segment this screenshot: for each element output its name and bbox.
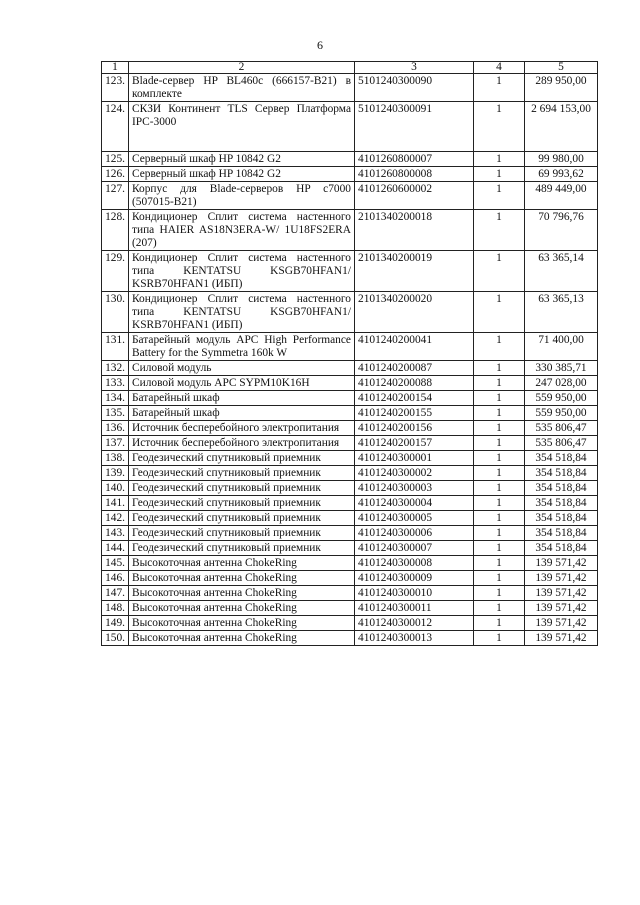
amount: 354 518,84	[525, 481, 598, 496]
quantity: 1	[474, 406, 525, 421]
col-header-code: 3	[355, 62, 474, 74]
row-number: 150.	[102, 631, 129, 646]
table-row	[102, 631, 598, 646]
item-name: Высокоточная антенна ChokeRing	[129, 616, 355, 631]
item-name: Источник бесперебойного электропитания	[129, 436, 355, 451]
quantity: 1	[474, 251, 525, 292]
amount: 354 518,84	[525, 526, 598, 541]
col-header-number: 1	[102, 62, 129, 74]
table-row	[102, 526, 598, 541]
inventory-code: 4101240300010	[355, 586, 474, 601]
quantity: 1	[474, 586, 525, 601]
item-name: Серверный шкаф HP 10842 G2	[129, 167, 355, 182]
table-row	[102, 511, 598, 526]
quantity: 1	[474, 571, 525, 586]
inventory-code: 4101240200154	[355, 391, 474, 406]
row-number: 129.	[102, 251, 129, 292]
amount: 63 365,13	[525, 292, 598, 333]
row-number: 131.	[102, 333, 129, 361]
row-number: 142.	[102, 511, 129, 526]
row-number: 147.	[102, 586, 129, 601]
row-number: 134.	[102, 391, 129, 406]
table-row	[102, 541, 598, 556]
table-row	[102, 586, 598, 601]
inventory-code: 2101340200020	[355, 292, 474, 333]
table-row	[102, 210, 598, 251]
quantity: 1	[474, 511, 525, 526]
page-number: 6	[317, 38, 323, 52]
inventory-code: 5101240300090	[355, 74, 474, 102]
table-row	[102, 406, 598, 421]
inventory-code: 4101260800008	[355, 167, 474, 182]
quantity: 1	[474, 421, 525, 436]
row-number: 132.	[102, 361, 129, 376]
quantity: 1	[474, 167, 525, 182]
row-number: 149.	[102, 616, 129, 631]
inventory-table	[101, 61, 598, 646]
amount: 139 571,42	[525, 601, 598, 616]
quantity: 1	[474, 74, 525, 102]
item-name: Высокоточная антенна ChokeRing	[129, 601, 355, 616]
item-name: Геодезический спутниковый приемник	[129, 541, 355, 556]
inventory-code: 2101340200019	[355, 251, 474, 292]
amount: 559 950,00	[525, 391, 598, 406]
amount: 535 806,47	[525, 421, 598, 436]
inventory-code: 4101240300003	[355, 481, 474, 496]
amount: 330 385,71	[525, 361, 598, 376]
amount: 535 806,47	[525, 436, 598, 451]
quantity: 1	[474, 601, 525, 616]
table-row	[102, 421, 598, 436]
amount: 354 518,84	[525, 511, 598, 526]
inventory-code: 4101240300006	[355, 526, 474, 541]
row-number: 128.	[102, 210, 129, 251]
amount: 289 950,00	[525, 74, 598, 102]
inventory-code: 4101240200155	[355, 406, 474, 421]
table-row	[102, 616, 598, 631]
inventory-code: 4101240300007	[355, 541, 474, 556]
item-name: Кондиционер Сплит система настенного типа KENTATSU KSGB70HFAN1/ KSRB70HFAN1 (ИБП)	[129, 251, 355, 292]
inventory-code: 4101240200087	[355, 361, 474, 376]
row-number: 137.	[102, 436, 129, 451]
row-number: 148.	[102, 601, 129, 616]
table-row	[102, 251, 598, 292]
row-number: 139.	[102, 466, 129, 481]
item-name: Высокоточная антенна ChokeRing	[129, 631, 355, 646]
item-name: Батарейный шкаф	[129, 406, 355, 421]
amount: 139 571,42	[525, 616, 598, 631]
amount: 70 796,76	[525, 210, 598, 251]
row-number: 136.	[102, 421, 129, 436]
item-name: Геодезический спутниковый приемник	[129, 451, 355, 466]
row-number: 145.	[102, 556, 129, 571]
row-number: 127.	[102, 182, 129, 210]
row-number: 133.	[102, 376, 129, 391]
inventory-code: 4101240300012	[355, 616, 474, 631]
inventory-code: 4101240200157	[355, 436, 474, 451]
quantity: 1	[474, 556, 525, 571]
quantity: 1	[474, 541, 525, 556]
inventory-code: 4101240300001	[355, 451, 474, 466]
item-name: Высокоточная антенна ChokeRing	[129, 571, 355, 586]
quantity: 1	[474, 210, 525, 251]
inventory-code: 4101240300002	[355, 466, 474, 481]
table-row	[102, 601, 598, 616]
table-row	[102, 376, 598, 391]
quantity: 1	[474, 292, 525, 333]
table-row	[102, 292, 598, 333]
table-row	[102, 556, 598, 571]
inventory-code: 4101240300011	[355, 601, 474, 616]
inventory-code: 5101240300091	[355, 102, 474, 152]
item-name: Геодезический спутниковый приемник	[129, 526, 355, 541]
row-number: 146.	[102, 571, 129, 586]
amount: 354 518,84	[525, 466, 598, 481]
item-name: Кондиционер Сплит система настенного типа HAIER AS18N3ERA-W/ 1U18FS2ERA (207)	[129, 210, 355, 251]
inventory-code: 4101240200156	[355, 421, 474, 436]
inventory-code: 4101240200041	[355, 333, 474, 361]
quantity: 1	[474, 376, 525, 391]
item-name: Высокоточная антенна ChokeRing	[129, 586, 355, 601]
amount: 559 950,00	[525, 406, 598, 421]
quantity: 1	[474, 436, 525, 451]
quantity: 1	[474, 616, 525, 631]
row-number: 141.	[102, 496, 129, 511]
col-header-sum: 5	[525, 62, 598, 74]
amount: 247 028,00	[525, 376, 598, 391]
table-row	[102, 571, 598, 586]
amount: 354 518,84	[525, 541, 598, 556]
row-number: 125.	[102, 152, 129, 167]
item-name: Геодезический спутниковый приемник	[129, 466, 355, 481]
quantity: 1	[474, 631, 525, 646]
amount: 69 993,62	[525, 167, 598, 182]
table-row	[102, 167, 598, 182]
amount: 139 571,42	[525, 631, 598, 646]
amount: 71 400,00	[525, 333, 598, 361]
amount: 99 980,00	[525, 152, 598, 167]
row-number: 140.	[102, 481, 129, 496]
inventory-code: 4101240300009	[355, 571, 474, 586]
inventory-code: 4101240300005	[355, 511, 474, 526]
table-row	[102, 361, 598, 376]
row-number: 126.	[102, 167, 129, 182]
amount: 489 449,00	[525, 182, 598, 210]
quantity: 1	[474, 182, 525, 210]
inventory-code: 2101340200018	[355, 210, 474, 251]
item-name: Силовой модуль APC SYPM10K16H	[129, 376, 355, 391]
inventory-code: 4101240300004	[355, 496, 474, 511]
table-row	[102, 333, 598, 361]
item-name: Серверный шкаф HP 10842 G2	[129, 152, 355, 167]
header-row	[102, 62, 598, 74]
quantity: 1	[474, 451, 525, 466]
quantity: 1	[474, 481, 525, 496]
item-name: Силовой модуль	[129, 361, 355, 376]
quantity: 1	[474, 391, 525, 406]
item-name: СКЗИ Континент TLS Сервер Платформа IPC-3000	[129, 102, 355, 152]
quantity: 1	[474, 466, 525, 481]
amount: 63 365,14	[525, 251, 598, 292]
inventory-code: 4101240200088	[355, 376, 474, 391]
item-name: Батарейный шкаф	[129, 391, 355, 406]
row-number: 138.	[102, 451, 129, 466]
quantity: 1	[474, 526, 525, 541]
quantity: 1	[474, 333, 525, 361]
inventory-code: 4101260800007	[355, 152, 474, 167]
row-number: 135.	[102, 406, 129, 421]
table-row	[102, 182, 598, 210]
table-row	[102, 466, 598, 481]
amount: 2 694 153,00	[525, 102, 598, 152]
table-row	[102, 74, 598, 102]
item-name: Геодезический спутниковый приемник	[129, 496, 355, 511]
inventory-code: 4101240300013	[355, 631, 474, 646]
item-name: Геодезический спутниковый приемник	[129, 481, 355, 496]
table-body	[102, 74, 598, 646]
amount: 354 518,84	[525, 451, 598, 466]
col-header-quantity: 4	[474, 62, 525, 74]
table-row	[102, 436, 598, 451]
table-row	[102, 451, 598, 466]
table-row	[102, 102, 598, 152]
item-name: Батарейный модуль APC High Performance Battery for the Symmetra 160k W	[129, 333, 355, 361]
table-row	[102, 496, 598, 511]
inventory-code: 4101240300008	[355, 556, 474, 571]
item-name: Источник бесперебойного электропитания	[129, 421, 355, 436]
item-name: Высокоточная антенна ChokeRing	[129, 556, 355, 571]
quantity: 1	[474, 102, 525, 152]
quantity: 1	[474, 361, 525, 376]
amount: 139 571,42	[525, 556, 598, 571]
quantity: 1	[474, 496, 525, 511]
item-name: Геодезический спутниковый приемник	[129, 511, 355, 526]
amount: 139 571,42	[525, 586, 598, 601]
col-header-name: 2	[129, 62, 355, 74]
row-number: 144.	[102, 541, 129, 556]
row-number: 123.	[102, 74, 129, 102]
table-row	[102, 152, 598, 167]
row-number: 130.	[102, 292, 129, 333]
table-row	[102, 481, 598, 496]
item-name: Корпус для Blade-серверов HP c7000 (507015-B21)	[129, 182, 355, 210]
row-number: 124.	[102, 102, 129, 152]
item-name: Кондиционер Сплит система настенного типа KENTATSU KSGB70HFAN1/ KSRB70HFAN1 (ИБП)	[129, 292, 355, 333]
inventory-code: 4101260600002	[355, 182, 474, 210]
quantity: 1	[474, 152, 525, 167]
row-number: 143.	[102, 526, 129, 541]
amount: 354 518,84	[525, 496, 598, 511]
table-row	[102, 391, 598, 406]
item-name: Blade-сервер HP BL460c (666157-B21) в комплекте	[129, 74, 355, 102]
amount: 139 571,42	[525, 571, 598, 586]
